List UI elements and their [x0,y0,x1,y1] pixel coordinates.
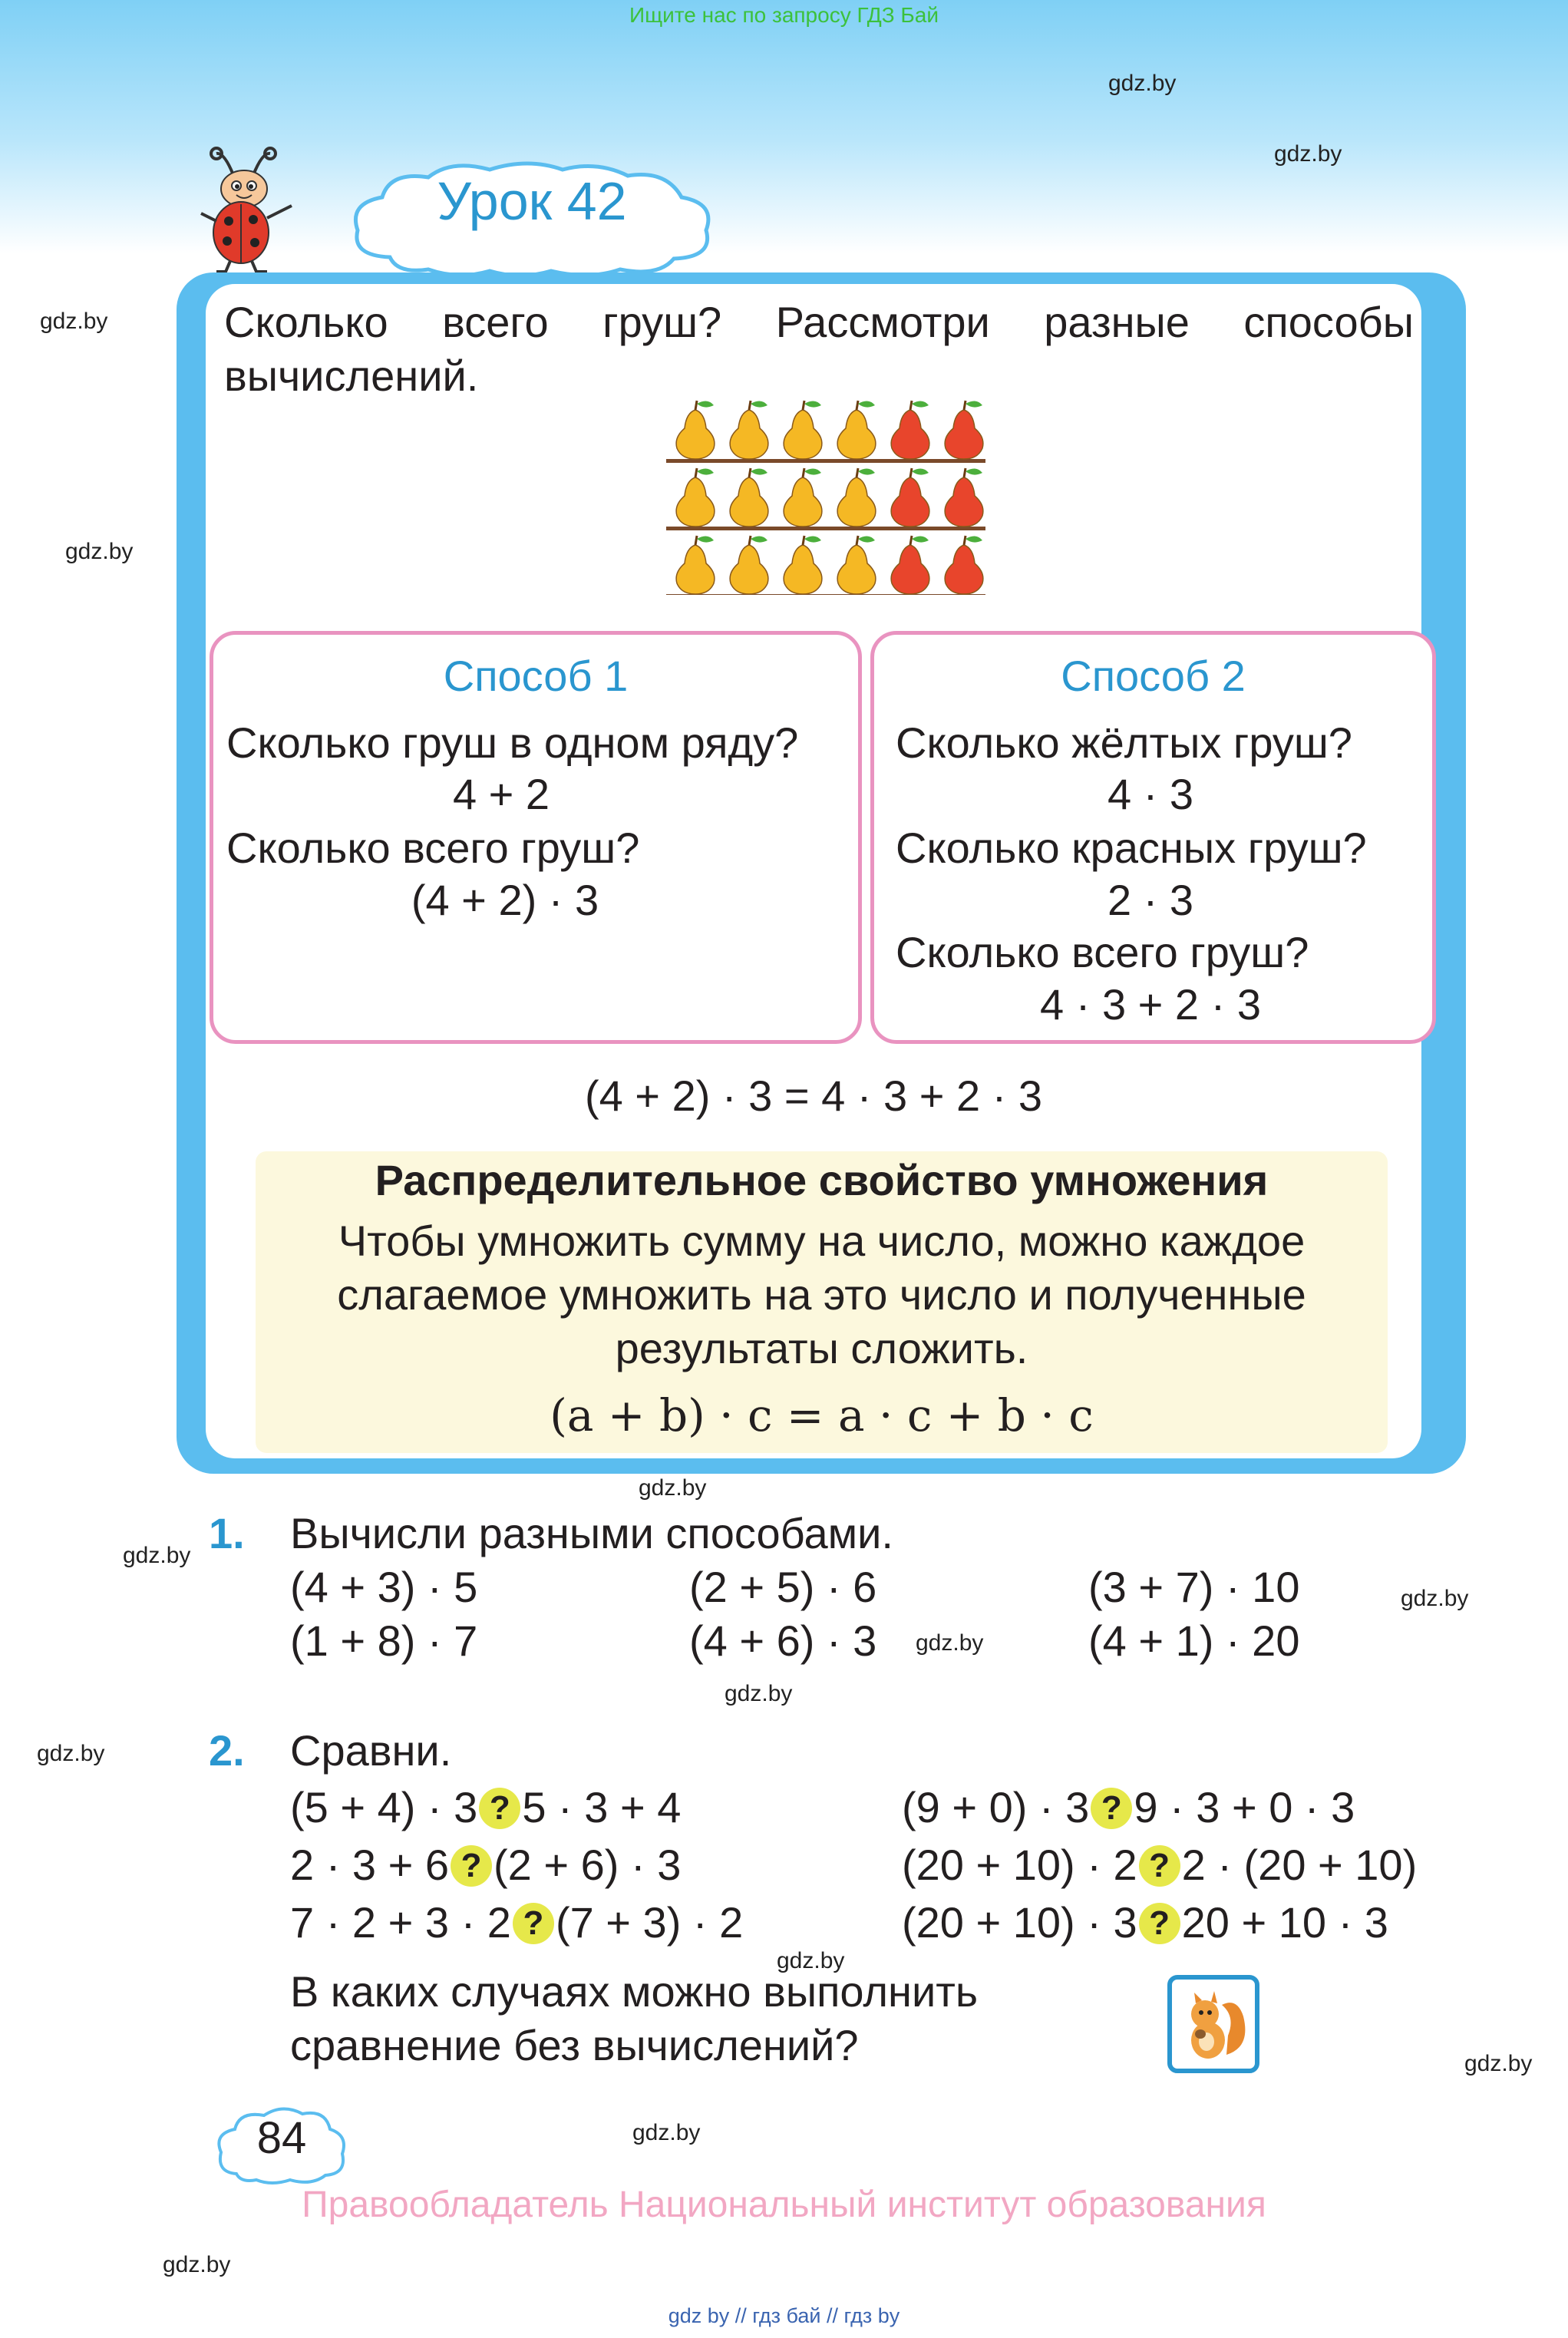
compare-sign-slot[interactable]: ? [1139,1845,1180,1887]
watermark: gdz.by [632,2120,701,2145]
watermark: gdz.by [65,539,134,564]
watermark: gdz.by [777,1948,845,1973]
task-1-item: (4 + 6) · 3 [689,1616,877,1665]
task-2-question: В каких случаях можно выполнить сравнение без вычислений? [290,1967,979,2069]
compare-right-expr: (7 + 3) · 2 [555,1898,744,1947]
task-1-item: (3 + 7) · 10 [1088,1563,1300,1611]
copyright-line: Правообладатель Национальный институт образования [302,2184,1266,2225]
compare-right-expr: 2 · (20 + 10) [1181,1841,1418,1889]
footer-links[interactable]: gdz by // гдз бай // гдз by [668,2304,900,2327]
squirrel-icon [1167,1974,1260,2074]
way-1-expression-2: (4 + 2) · 3 [411,876,599,924]
task-1-title: Вычисли разными способами. [290,1509,893,1557]
way-2-question-3: Сколько всего груш? [896,928,1309,976]
compare-row-left [290,1897,743,1947]
pear-shelf [666,459,985,463]
compare-left-expr: (5 + 4) · 3 [290,1783,478,1831]
yellow-pear [730,536,768,594]
red-pear [945,401,983,459]
red-pear [891,401,929,459]
compare-row-left [290,1782,681,1832]
yellow-pear [676,536,715,594]
way-2-expression-1: 4 · 3 [1107,770,1194,818]
yellow-pear [837,468,876,527]
yellow-pear [676,401,715,459]
compare-left-expr: (9 + 0) · 3 [902,1783,1090,1831]
compare-sign-slot[interactable]: ? [1139,1903,1180,1944]
yellow-pear [784,468,822,527]
compare-row-right [902,1840,1417,1890]
lesson-title: Урок 42 [437,171,627,231]
way-1-title: Способ 1 [443,652,629,700]
watermark: gdz.by [40,309,108,334]
yellow-pear [784,401,822,459]
pear-shelf [666,527,985,530]
way-2-title: Способ 2 [1061,652,1246,700]
compare-sign-slot[interactable]: ? [479,1788,520,1829]
compare-left-expr: (20 + 10) · 3 [902,1898,1137,1947]
page-number: 84 [256,2113,307,2163]
watermark: gdz.by [37,1741,105,1766]
way-1-question-1: Сколько груш в одном ряду? [226,718,799,767]
way-2-expression-2: 2 · 3 [1107,876,1194,924]
watermark: gdz.by [1464,2051,1533,2076]
compare-sign-slot[interactable]: ? [451,1845,492,1887]
way-2-expression-3: 4 · 3 + 2 · 3 [1040,980,1261,1029]
yellow-pear [837,536,876,594]
watermark: gdz.by [163,2252,231,2277]
rule-title: Распределительное свойство умножения [375,1156,1269,1204]
compare-sign-slot[interactable]: ? [513,1903,554,1944]
red-pear [945,468,983,527]
red-pear [891,536,929,594]
way-1-expression-1: 4 + 2 [452,770,550,818]
task-2-number: 2. [209,1726,245,1775]
pear-shelf [666,594,985,595]
compare-right-expr: 9 · 3 + 0 · 3 [1134,1783,1355,1831]
compare-sign-slot[interactable]: ? [1091,1788,1132,1829]
way-2-question-2: Сколько красных груш? [896,824,1367,872]
pears-illustration [666,391,985,595]
task-1-item: (4 + 3) · 5 [290,1563,478,1611]
red-pear [891,468,929,527]
task-1-item: (1 + 8) · 7 [290,1616,478,1665]
task-1-item: (2 + 5) · 6 [689,1563,877,1611]
compare-left-expr: 2 · 3 + 6 [290,1841,450,1889]
yellow-pear [730,401,768,459]
task-2-title: Сравни. [290,1726,452,1775]
intro-question: Сколько всего груш? Рассмотри разные способы вычислений. [224,298,1414,400]
watermark: gdz.by [639,1475,707,1501]
compare-right-expr: (2 + 6) · 3 [494,1841,682,1889]
task-1-item: (4 + 1) · 20 [1088,1616,1300,1665]
ladybug-icon [193,144,301,275]
rule-formula: (a + b) · c = a · c + b · c [550,1389,1094,1441]
way-1-question-2: Сколько всего груш? [226,824,640,872]
yellow-pear [676,468,715,527]
compare-right-expr: 5 · 3 + 4 [522,1783,682,1831]
watermark: gdz.by [916,1630,984,1656]
watermark: gdz.by [1401,1586,1469,1611]
task-1-number: 1. [209,1509,245,1557]
compare-row-right [902,1782,1355,1832]
compare-left-expr: (20 + 10) · 2 [902,1841,1137,1889]
yellow-pear [784,536,822,594]
red-pear [945,536,983,594]
compare-row-left [290,1840,681,1890]
way-2-question-1: Сколько жёлтых груш? [896,718,1352,767]
yellow-pear [837,401,876,459]
top-search-note[interactable]: Ищите нас по запросу ГДЗ Бай [629,3,939,27]
watermark: gdz.by [123,1543,191,1568]
equality-line: (4 + 2) · 3 = 4 · 3 + 2 · 3 [584,1072,1043,1120]
rule-text: Чтобы умножить сумму на число, можно каждое слагаемое умножить на это число и полученные результаты сложить. [337,1217,1306,1372]
watermark: gdz.by [1274,141,1342,167]
compare-left-expr: 7 · 2 + 3 · 2 [290,1898,511,1947]
compare-row-right [902,1897,1388,1947]
watermark: gdz.by [1108,71,1177,96]
compare-right-expr: 20 + 10 · 3 [1181,1898,1388,1947]
watermark: gdz.by [725,1681,793,1706]
yellow-pear [730,468,768,527]
